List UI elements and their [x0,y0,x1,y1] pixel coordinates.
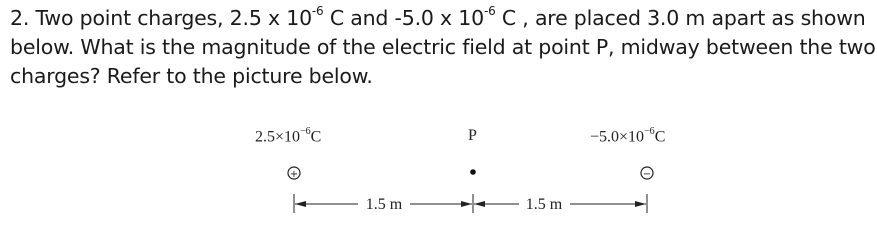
arrow-right-icon [461,201,472,207]
exponent-1: -6 [311,4,324,19]
diagram-graphics [247,117,703,222]
question-line-1-b: C and -5.0 x 10 [323,6,484,30]
point-p-label: P [468,127,477,144]
distance-markers [294,194,647,213]
question-line-3: charges? Refer to the picture below. [10,64,373,88]
point-p-dot [470,169,476,175]
exponent-2: -6 [483,4,496,19]
negative-charge-icon [641,167,653,180]
charges-diagram [247,117,703,222]
question-text [10,4,876,91]
left-distance-label: 1.5 m [365,196,403,213]
svg-text:−: − [642,169,652,180]
charge-1-label: $2.5\times 10^{-6}C$ [255,126,322,146]
question-line-1 [10,4,872,33]
positive-charge-icon [288,167,300,180]
arrow-left-icon [295,201,306,207]
arrow-left-icon [474,201,485,207]
right-distance-label: 1.5 m [525,196,563,213]
question-line-1-a: 2. Two point charges, 2.5 x 10 [10,6,312,30]
svg-text:+: + [289,169,299,180]
question-line-1-c: C , are placed 3.0 m apart as shown [495,6,866,30]
question-line-2: below. What is the magnitude of the electric field at point P, midway between the two [10,35,876,59]
arrow-right-icon [635,201,646,207]
charge-2-label: $-5.0\times 10^{-6}C$ [590,126,666,146]
